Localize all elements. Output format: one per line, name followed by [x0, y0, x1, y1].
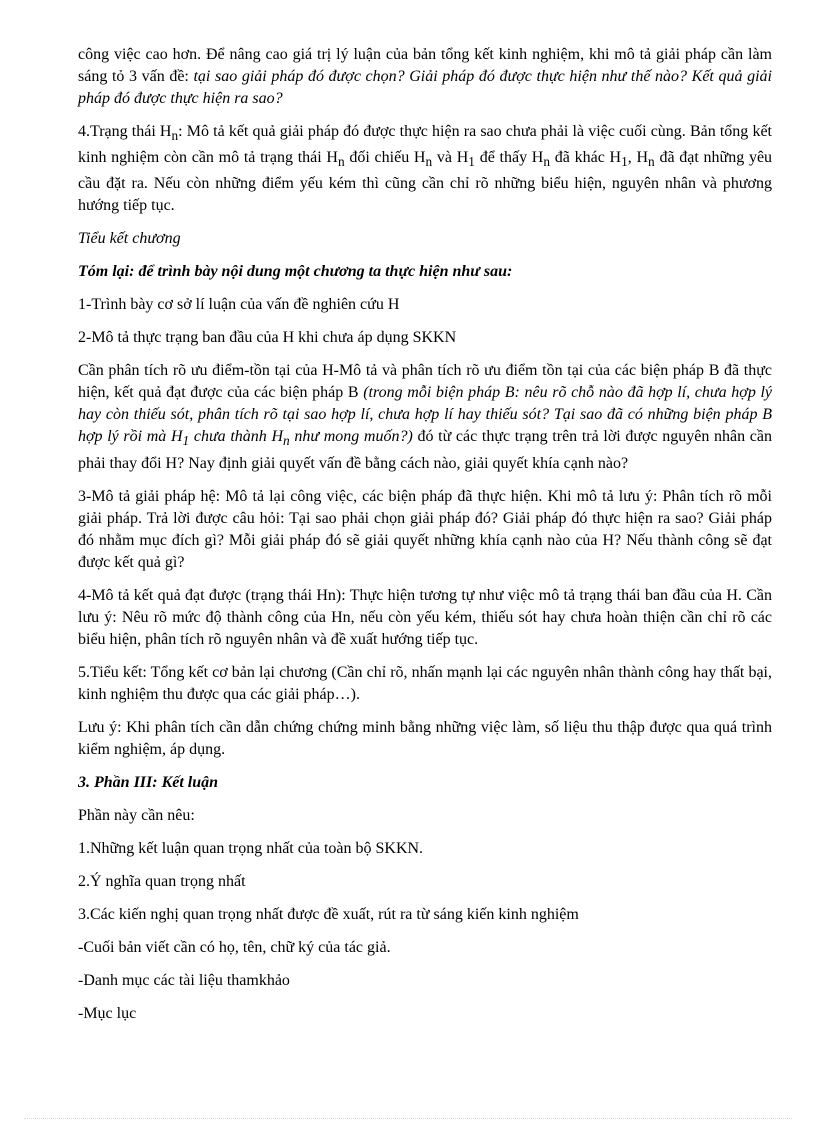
paragraph-solution-description [78, 44, 772, 110]
chapter-summary-heading: Tiểu kết chương [78, 230, 181, 248]
text-run: và H [432, 149, 469, 167]
text-run: Cần phân tích rõ ưu điểm-tồn tại của H-Mô tả và phân tích rõ ưu điểm tồn tại của các biện pháp B đã thực hiện, kết quả đạt được của các biện pháp B [78, 362, 772, 402]
subscript: n [425, 154, 433, 170]
subscript: n [283, 433, 290, 449]
list-item-table-of-contents: -Mục lục [78, 1004, 137, 1022]
document-page [78, 44, 772, 1036]
section-heading-part-3: 3. Phần III: Kết luận [78, 773, 219, 791]
subscript: n [648, 154, 655, 170]
list-item-initial-state: 2-Mô tả thực trạng ban đầu của H khi chưa áp dụng SKKN [78, 329, 457, 347]
text-run: để thấy H [474, 149, 544, 167]
text-run: , H [627, 149, 649, 167]
list-item-recommendations: 3.Các kiến nghị quan trọng nhất được đề xuất, rút ra từ sáng kiến kinh nghiệm [78, 905, 579, 923]
italic-text-run: tại sao giải pháp đó được chọn? Giải pháp đó được thực hiện như thế nào? Kết quả giải pháp đó được thực hiện ra sao? [78, 68, 772, 107]
text-run: đó từ các thực trạng trên trả lời được nguyên nhân cần phải thay đổi H? Nay định giải quyết vấn đề bằng cách nào, giải quyết khía cạnh nào? [78, 428, 773, 472]
section-intro: Phần này cần nêu: [78, 806, 195, 824]
list-item-author-signature: -Cuối bản viết cần có họ, tên, chữ ký của tác giả. [78, 938, 391, 956]
text-run: 4.Trạng thái H [78, 123, 172, 140]
subscript: n [337, 154, 345, 170]
text-run: : Mô tả kết quả giải pháp đó được thực hiện ra sao chưa phải là việc cuối cùng. Bản tổng kết kinh nghiệm còn cần mô tả trạng thái H [78, 123, 773, 167]
subscript: 1 [621, 154, 628, 170]
italic-text-run: như mong muốn?) [289, 428, 413, 446]
italic-text-run: chưa thành H [189, 428, 283, 446]
list-item-conclusion: 5.Tiểu kết: Tổng kết cơ bản lại chương (Cần chỉ rõ, nhấn mạnh lại các nguyên nhân thành công hay thất bại, kinh nghiệm thu được qua các giải pháp…). [78, 663, 772, 703]
list-item-solutions: 3-Mô tả giải pháp hệ: Mô tả lại công việc, các biện pháp đã thực hiện. Khi mô tả lưu ý: Phân tích rõ mỗi giải pháp. Trả lời được câu hỏi: Tại sao phải chọn giải pháp đó? Giải pháp đó thực hiện ra sao? Giải pháp đó nhằm mục đích gì? Mỗi giải pháp đó sẽ giải quyết những khía cạnh nào của H? Nếu thành công sẽ đạt được kết quả gì? [78, 487, 772, 571]
text-run: đã đạt những yêu cầu đặt ra. Nếu còn những điểm yếu kém thì cũng cần chỉ rõ những biểu hiện, nguyên nhân và phương hướng tiếp tục. [78, 149, 773, 215]
subscript: 1 [468, 154, 475, 170]
text-run: đã khác H [550, 149, 622, 167]
subscript: 1 [182, 433, 190, 449]
text-run: đối chiếu H [344, 149, 426, 167]
list-item-conclusions: 1.Những kết luận quan trọng nhất của toàn bộ SKKN. [78, 839, 424, 857]
subscript: n [171, 128, 179, 144]
page-bottom-divider [24, 1118, 792, 1119]
italic-text-run: (trong mỗi biện pháp B: nêu rõ chỗ nào đã hợp lí, chưa hợp lý hay còn thiếu sót, phân tích rõ tại sao hợp lí, chưa hợp lí hay thiếu sót? Tại sao đã có những biện pháp B hợp lý rồi mà H [78, 384, 773, 446]
list-item-results: 4-Mô tả kết quả đạt được (trạng thái Hn): Thực hiện tương tự như việc mô tả trạng thái ban đầu của H. Cần lưu ý: Nêu rõ mức độ thành công của Hn, nếu còn yếu kém, thiếu sót hay chưa hoàn thiện cần chỉ rõ các biểu hiện, phân tích rõ nguyên nhân và đề xuất hướng tiếp tục. [78, 586, 772, 648]
text-run: công việc cao hơn. Để nâng cao giá trị lý luận của bản tổng kết kinh nghiệm, khi mô tả giải pháp cần làm sáng tỏ 3 vấn đề: [78, 46, 772, 85]
note-paragraph: Lưu ý: Khi phân tích cần dẫn chứng chứng minh bằng những việc làm, số liệu thu thập được qua quá trình kiểm nghiệm, áp dụng. [78, 718, 772, 758]
list-item-theory: 1-Trình bày cơ sở lí luận của vấn đề nghiên cứu H [78, 296, 400, 314]
summary-intro-heading: Tóm lại: để trình bày nội dung một chương ta thực hiện như sau: [78, 263, 513, 281]
subscript: n [543, 154, 551, 170]
paragraph-analysis [78, 360, 772, 474]
list-item-references: -Danh mục các tài liệu thamkhảo [78, 971, 290, 989]
paragraph-state-hn [78, 121, 772, 217]
list-item-significance: 2.Ý nghĩa quan trọng nhất [78, 872, 246, 890]
